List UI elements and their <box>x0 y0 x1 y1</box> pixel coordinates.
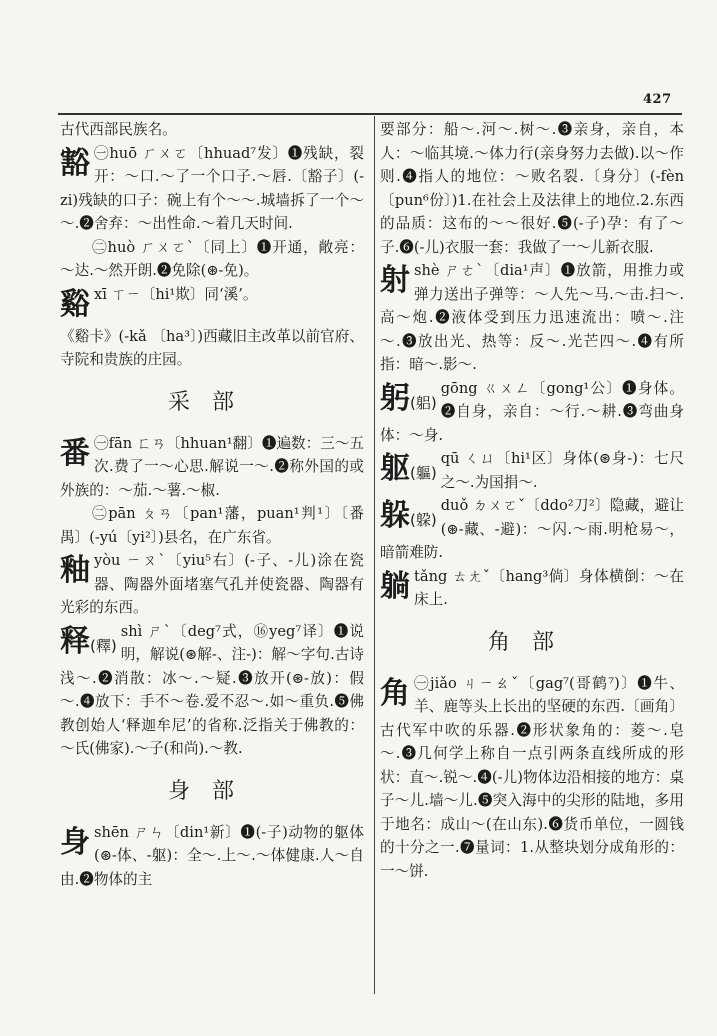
headword: 番 <box>60 435 90 471</box>
continued-line: 古代西部民族名。 <box>60 121 177 138</box>
definition: ㊀huō ㄏㄨㄛ〔hhuad⁷发〕❶残缺，裂开：～口.～了一个口子.～唇.〔豁子〕(-zi)残缺的口子：碗上有个～～.城墙拆了一个～～.❷舍弃：～出性命.～着几天时间. <box>60 144 364 232</box>
headword: 躺 <box>380 568 410 604</box>
entry-huo <box>60 142 364 236</box>
headword-traditional: (軀) <box>410 464 437 482</box>
definition-sub: ㊁pān ㄆㄢ〔pan¹藩，puan¹判¹〕〔番禺〕(-yú〔yi²〕)县名，在广东省。 <box>60 505 364 546</box>
definition: tǎng ㄊㄤˇ〔hang³倘〕身体横倒：～在床上. <box>414 567 684 608</box>
headword <box>380 449 437 493</box>
headword: 豁 <box>60 145 90 181</box>
definition: xī ㄒㄧ〔hi¹欺〕同‘溪’。 <box>94 285 258 303</box>
headword: 角 <box>380 675 410 711</box>
headword <box>380 379 437 423</box>
headword: 身 <box>60 824 90 860</box>
definition: yòu ㄧㄡˋ〔yiu⁵右〕(-子、-儿)涂在瓷器、陶器外面堵塞气孔并使瓷器、陶器有光彩的东西。 <box>60 552 364 616</box>
definition: duǒ ㄉㄨㄛˇ〔ddo²刀²〕隐藏，避让(⊛-藏、-避)：～闪.～雨.明枪易～，暗箭难防. <box>380 497 684 561</box>
entry-qu <box>380 447 684 494</box>
headword-variant: (躳) <box>410 393 437 412</box>
entry-she <box>380 259 684 377</box>
headword-simplified: 释 <box>60 623 90 659</box>
definition: shè ㄕㄜˋ〔dia¹声〕❶放箭，用推力或弹力送出子弹等：～人先～马.～击.扫～.高～炮.❷液体受到压力迅速流出：喷～.注～.❸放出光、热等：反～.光芒四～.❹有所指：暗～.影～. <box>380 262 684 373</box>
page-number: 427 <box>643 92 672 107</box>
headword-variant: (躱) <box>410 511 437 529</box>
headword: 射 <box>380 263 410 298</box>
section-heading: 采部 <box>167 389 256 415</box>
section-heading: 身部 <box>167 778 256 804</box>
continued-definition: 要部分：船～.河～.树～.❸亲身，亲自，本人：～临其境.～体力行(亲身努力去做).以～作则.❹指人的地位：～败名裂.〔身分〕(-fèn〔pun⁶份〕)1.在社会上及法律上的地位.2.东西的品质：这布的～～很好.❺(-子)孕：有了～子.❻(-儿)衣服一套：我做了一～儿新衣服. <box>380 121 684 256</box>
entry-tang <box>380 565 684 612</box>
headword-simplified: 躬 <box>380 380 410 416</box>
headword-simplified: 躯 <box>380 451 410 486</box>
entry-duo <box>380 494 684 565</box>
headword <box>60 622 117 666</box>
headword: 谿 <box>60 286 90 322</box>
entry-gong <box>380 377 684 448</box>
definition: shì ㄕˋ〔deg⁷式，⑯yeg⁷译〕❶说明，解说(⊛解-、注-)：解～字句.古诗浅～.❷消散：冰～.～疑.❸放开(⊛-放)：假～.❹放下：手不～卷.爱不忍～.如～重负.❺佛教创始人‘释迦牟尼’的省称.泛指关于佛教的：～氏(佛家).～子(和尚).～教. <box>60 622 364 757</box>
headword <box>380 496 437 540</box>
definition: qū ㄑㄩ〔hi¹区〕身体(⊛身-)：七尺之～.为国捐～. <box>440 450 684 491</box>
left-column <box>60 118 364 891</box>
entry-xi <box>60 283 364 322</box>
section-heading: 角部 <box>487 629 576 655</box>
column-divider <box>374 116 375 994</box>
entry-jiao <box>380 672 684 884</box>
headword-traditional: (釋) <box>90 636 117 655</box>
headword: 釉 <box>60 553 90 588</box>
entry-fan <box>60 432 364 503</box>
entry-you <box>60 549 364 620</box>
definition: shēn ㄕㄣ〔din¹新〕❶(-子)动物的躯体(⊛-体、-躯)：全～.上～.～体健康.人～自由.❷物体的主 <box>60 823 364 888</box>
entry-shen <box>60 821 364 892</box>
definition-sub: ㊁huò ㄏㄨㄛˋ〔同上〕❶开通，敞亮：～达.～然开朗.❷免除(⊛-免)。 <box>60 238 364 279</box>
right-column <box>380 118 684 883</box>
definition: gōng ㄍㄨㄥ〔gong¹公〕❶身体。❷自身，亲自：～行.～耕.❸弯曲身体：～身. <box>380 379 684 444</box>
definition: ㊀fān ㄈㄢ〔hhuan¹翻〕❶遍数：三～五次.费了一～心思.解说一～.❷称外国的或外族的：～茄.～薯.～椒. <box>60 434 365 499</box>
definition-sub: 《谿卡》(-kǎ 〔ha³〕)西藏旧主改革以前官府、寺院和贵族的庄园。 <box>60 327 364 368</box>
definition: ㊀jiǎo ㄐㄧㄠˇ〔gag⁷(哥鹤⁷)〕❶牛、羊、鹿等头上长出的坚硬的东西.〔画角〕古代军中吹的乐器.❷形状象角的：菱～.皂～.❸几何学上称自一点引两条直线所成的形状：直～.锐～.❹(-儿)物体边沿相接的地方：桌子～儿.墙～儿.❺突入海中的尖形的陆地，多用于地名：成山～(在山东).❻货币单位，一圆钱的十分之一.❼量词：1.从整块划分成角形的：一～饼. <box>380 674 684 880</box>
entry-shi <box>60 620 364 761</box>
headword-simplified: 躲 <box>380 498 410 533</box>
header-rule <box>58 113 682 115</box>
